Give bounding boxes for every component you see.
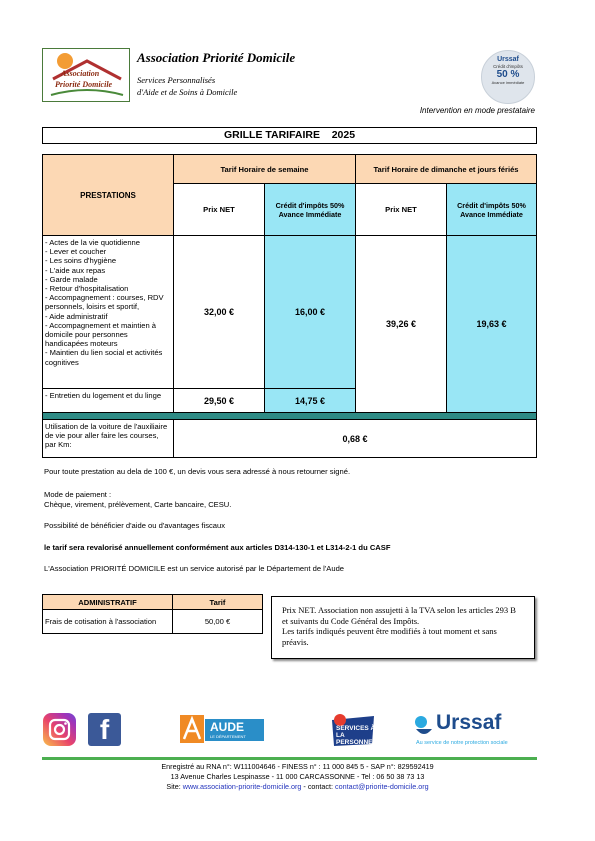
sunday-credit-header [446,183,537,236]
list-item: - Accompagnement et maintien à domicile pour personnes handicapées moteurs [45,320,157,349]
urssaf-logo [414,711,536,751]
weekday-credit-header [264,183,356,236]
devis-text: Pour toute prestation au dela de 100 €, un devis vous sera adressé à nous retourner signé. [44,467,351,476]
footer-registration: Enregistré au RNA n°: W111004646 - FINESS n° : 11 000 845 5 - SAP n°: 829592419 [161,762,434,771]
logo-text-association: Association [61,69,100,78]
sap-line-1: SERVICES À [336,725,376,732]
subtitle-line-1: Services Personnalisés [137,75,216,85]
autorisation-text: L'Association PRIORITÉ DOMICILE est un service autorisé par le Département de l'Aude [44,564,345,573]
row1-weekday-credit: 16,00 € [264,235,356,389]
urssaf-credit-badge [481,50,535,104]
grille-tarifaire-title [42,127,537,144]
association-logo [42,48,130,102]
contact-label: - contact: [301,782,335,791]
aude-label: AUDE [210,720,245,734]
admin-row-value: 50,00 € [172,609,263,634]
row2-weekday-credit: 14,75 € [264,388,356,413]
sap-line-2: LA PERSONNE [336,732,373,746]
urssaf-badge-line1: Crédit d'impôts [493,64,523,69]
list-item: - Accompagnement : courses, RDV personnels, loisirs et sportif, [45,293,164,312]
row2-weekday-net: 29,50 € [173,388,265,413]
list-item: - L'aide aux repas [45,265,106,275]
row3-km-price: 0,68 € [173,419,537,458]
sunday-prix-net-header: Prix NET [355,183,447,236]
aide-text: Possibilité de bénéficier d'aide ou d'avantages fiscaux [44,521,226,530]
list-item: - Actes de la vie quotidienne [45,238,140,247]
credit-header-line-1: Crédit d'impôts 50% [275,200,345,210]
row1-sunday-credit: 19,63 € [446,235,537,413]
payment-methods: Chèque, virement, prélèvement, Carte bancaire, CESU. [44,500,232,509]
services-a-la-personne-logo [330,712,376,748]
payment-title: Mode de paiement : [44,490,112,499]
urssaf-badge-brand: Urssaf [497,56,519,63]
admin-row-label: Frais de cotisation à l'association [42,609,173,634]
row1-prestations-list [42,235,174,389]
weekday-header: Tarif Horaire de semaine [173,154,356,184]
credit-header-line-2: Avance Immédiate [278,209,342,219]
title-year: 2025 [331,129,356,141]
association-subtitle [137,74,237,98]
subtitle-line-2: d'Aide et de Soins à Domicile [137,87,238,97]
urssaf-label: Urssaf [436,711,502,734]
list-item: - Aide administratif [45,311,108,321]
credit-header-line-1: Crédit d'impôts 50% [457,200,526,210]
revalorisation-text: le tarif sera revalorisé annuellement conformément aux articles D314-130-1 et L314-2-1 du CASF [44,543,391,552]
site-link[interactable]: www.association-priorite-domicile.org [182,782,302,791]
aude-departement-logo [180,713,265,746]
list-item: - Maintien du lien social et activités cognitives [45,348,163,367]
tarif-col-header: Tarif [172,594,263,610]
note-line-2: Les tarifs indiqués peuvent être modifiés à tout moment et sans préavis. [282,626,497,647]
row1-weekday-net: 32,00 € [173,235,265,389]
footer-contact [0,782,595,792]
sap-text [336,725,376,746]
urssaf-badge-line2: Avance immédiate [491,80,525,85]
urssaf-tagline: Au service de notre protection sociale [416,740,508,746]
logo-text-name: Priorité Domicile [55,80,113,89]
urssaf-drop-icon [414,715,434,737]
association-name: Association Priorité Domicile [137,50,296,65]
tva-note [271,596,535,659]
site-label: Site: [166,782,183,791]
footer-divider [42,757,537,760]
weekday-prix-net-header: Prix NET [173,183,265,236]
instagram-icon[interactable] [43,713,76,746]
title-label: GRILLE TARIFAIRE [223,129,321,141]
footer-address: 13 Avenue Charles Lespinasse - 11 000 CARCASSONNE - Tel : 06 50 38 73 13 [170,772,425,781]
facebook-icon[interactable]: f [88,713,121,746]
list-item: - Lever et coucher [45,247,107,257]
contact-email-link[interactable]: contact@priorite-domicile.org [335,782,429,791]
row3-vehicle-usage: Utilisation de la voiture de l'auxiliaire de vie pour aller faire les courses, par Km: [42,419,174,458]
credit-header-line-2: Avance Immédiate [460,209,523,219]
admin-col-header: ADMINISTRATIF [42,594,173,610]
list-item: - Les soins d'hygiène [45,256,117,266]
aude-sub: LE DÉPARTEMENT [210,734,246,739]
sunday-header: Tarif Horaire de dimanche et jours fériés [355,154,537,184]
prestations-header: PRESTATIONS [42,154,174,236]
note-line-1: Prix NET. Association non assujetti à la TVA selon les articles 293 B et suivants du Code Général des Impôts. [282,605,516,626]
row1-sunday-net: 39,26 € [355,235,447,413]
urssaf-badge-percent: 50 % [496,69,520,80]
list-item: - Garde malade [45,274,98,284]
intervention-mode: Intervention en mode prestataire [419,106,535,115]
row2-prestations: - Entretien du logement et du linge [42,388,174,413]
list-item: - Retour d'hospitalisation [45,284,129,294]
